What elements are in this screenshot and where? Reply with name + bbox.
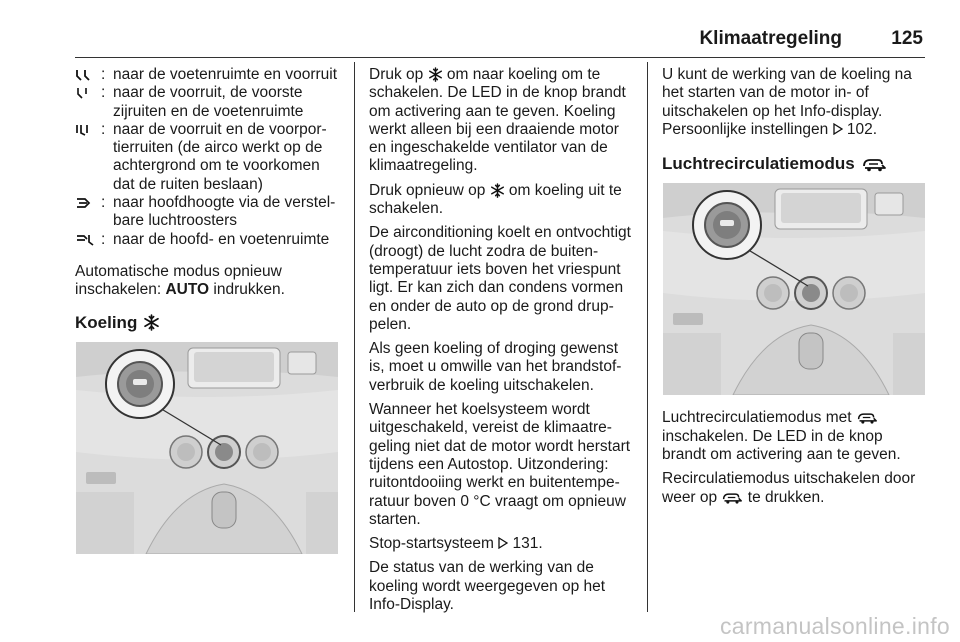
stop-start-reference (369, 535, 637, 553)
air-windshield-floor-icon (75, 84, 101, 102)
auto-text-prefix: Automatische modus opnieuw inschakelen: (75, 262, 282, 299)
mode-colon: : (101, 194, 106, 212)
text-span: Luchtrecirculatiemodus met (662, 409, 856, 427)
text-span: Stop-startsysteem (369, 535, 499, 553)
mode-colon: : (101, 66, 106, 83)
condensation-paragraph: De airconditioning koelt en ontvochtigt (droogt) de lucht zodra de buitentemperatuur iets boven het vriespunt ligt. Er kan zich dan condens vormen en onder de auto op de grond druppelen. (369, 224, 631, 333)
left-column (75, 66, 343, 554)
autostop-paragraph: Wanneer het koelsysteem wordt uitgeschakeld, vereist de klimaatregeling niet dat de motor wordt herstart tijdens een Autostop. Uitzondering: ruitontdooiing werkt en buitentemperatuur boven 0 °C vraagt om opnieuw starten. (369, 401, 631, 528)
text-span: inschakelen. De LED in de knop brandt om activering aan te geven. (662, 427, 901, 464)
snowflake-icon (143, 314, 160, 331)
air-head-floor-icon (75, 231, 101, 249)
mode-colon: : (101, 230, 106, 248)
mode-colon: : (101, 120, 106, 138)
mode-text: naar de voetenruimte en voorruit (113, 66, 338, 83)
cooling-heading-text: Koeling (75, 312, 138, 332)
right-column (662, 66, 928, 513)
mode-text: naar de voorruit en de voorportierruiten (de airco werkt op de achtergrond om te voorkomen dat de ruiten beslaan) (113, 120, 327, 193)
mode-text: naar de hoofd- en voetenruimte (113, 230, 330, 248)
cooling-heading (75, 314, 343, 332)
mode-row (75, 66, 343, 84)
text-span: 131. (508, 535, 543, 553)
air-windshield-windows-icon (75, 121, 101, 139)
snowflake-icon (428, 67, 443, 82)
middle-column (369, 66, 637, 620)
column-divider-left (354, 62, 355, 612)
text-span: te drukken. (743, 488, 825, 506)
mode-row (75, 121, 343, 194)
page-reference-icon (498, 537, 508, 549)
text-span: Recirculatiemodus uitschakelen door weer op (662, 470, 916, 506)
mode-colon: : (101, 84, 106, 102)
mode-row (75, 231, 343, 249)
recirculation-off-paragraph (662, 470, 928, 507)
page-header-title: Klimaatregeling (699, 28, 842, 49)
mode-row (75, 84, 343, 121)
fuel-paragraph: Als geen koeling of droging gewenst is, moet u omwille van het brandstofverbruik de koeling uitschakelen. (369, 340, 622, 394)
text-span: 102. (842, 120, 878, 138)
auto-mode-paragraph (75, 263, 343, 300)
header-rule (75, 57, 925, 58)
status-paragraph: De status van de werking van de koeling wordt weergegeven op het Info-Display. (369, 559, 606, 614)
recirculation-dashboard-illustration (662, 183, 926, 395)
text-span: Druk opnieuw op (369, 181, 490, 199)
mode-text: naar de voorruit, de voorste zijruiten en de voetenruimte (113, 84, 304, 120)
recirculation-on-paragraph (662, 409, 928, 464)
watermark: carmanualsonline.info (719, 613, 950, 639)
text-span: U kunt de werking van de koeling na het starten van de motor in- of uitschakelen op het Info-display. Persoonlijke instellingen (662, 66, 912, 138)
recirculation-heading-text: Luchtrecirculatiemodus (662, 154, 855, 174)
auto-text-suffix: indrukken. (209, 281, 285, 299)
mode-row (75, 194, 343, 231)
text-span: Druk op (369, 66, 428, 83)
air-floor-icon (75, 66, 101, 84)
recirculation-icon (856, 410, 878, 425)
text-span: om naar koeling om te schakelen. De LED in de knop brandt om activering aan te geven. Koeling werkt alleen bij een draaiende motor en ingeschakelde ventilator van de klimaatregeling. (369, 66, 626, 175)
cooling-dashboard-illustration (75, 342, 339, 554)
page-number: 125 (891, 28, 923, 49)
cooling-on-paragraph (369, 66, 637, 176)
auto-keyword: AUTO (165, 281, 210, 299)
cooling-off-paragraph (369, 182, 637, 219)
air-head-icon (75, 194, 101, 212)
mode-list (75, 66, 343, 249)
recirculation-icon (861, 155, 887, 173)
snowflake-icon (490, 183, 505, 198)
recirculation-heading (662, 155, 928, 173)
column-divider-right (647, 62, 648, 612)
page-reference-icon (833, 123, 843, 135)
info-display-paragraph (662, 66, 928, 139)
recirculation-icon (721, 490, 743, 505)
mode-text: naar hoofdhoogte via de verstelbare luchtroosters (113, 194, 336, 230)
text-span: om koeling uit te schakelen. (369, 181, 622, 218)
